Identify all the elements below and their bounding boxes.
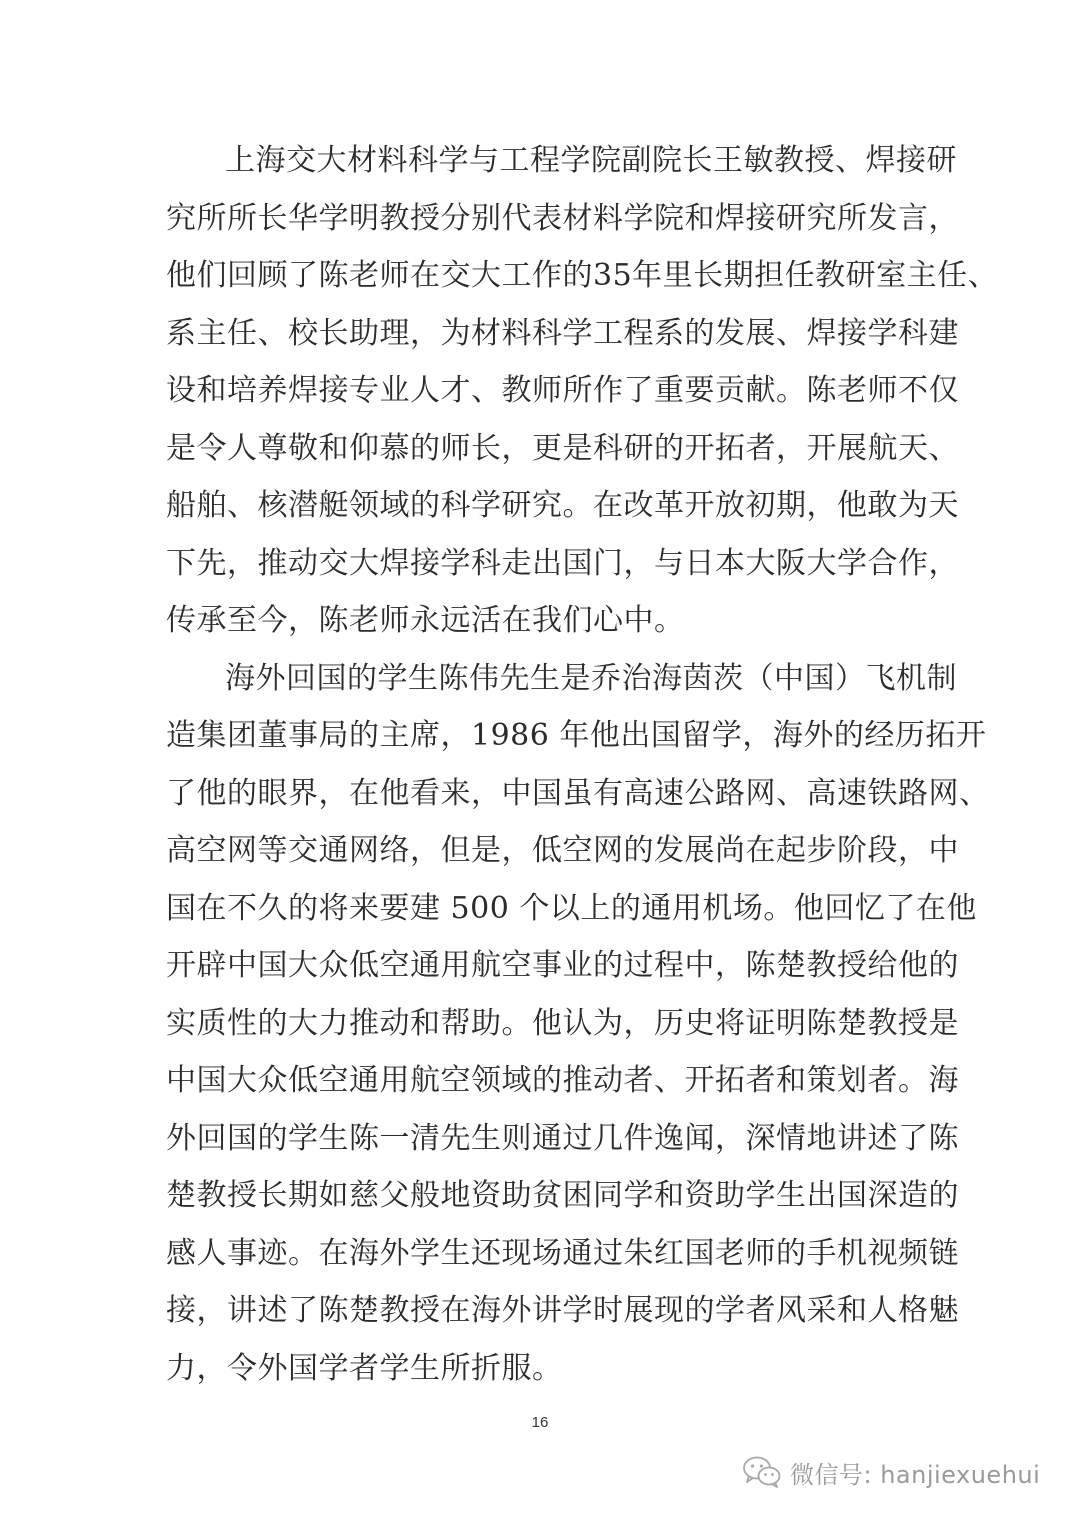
text-line: 了他的眼界，在他看来，中国虽有高速公路网、高速铁路网、	[166, 776, 990, 811]
wechat-watermark	[742, 1452, 1040, 1492]
text-line: 楚教授长期如慈父般地资助贫困同学和资助学生出国深造的	[166, 1178, 959, 1213]
wechat-icon	[742, 1454, 782, 1490]
text-line: 传承至今，陈老师永远活在我们心中。	[166, 603, 685, 638]
text-line: 船舶、核潜艇领域的科学研究。在改革开放初期，他敢为天	[166, 488, 959, 523]
text-line: 是令人尊敬和仰慕的师长，更是科研的开拓者，开展航天、	[166, 431, 959, 466]
text-line: 下先，推动交大焊接学科走出国门，与日本大阪大学合作，	[166, 546, 959, 581]
text-line: 感人事迹。在海外学生还现场通过朱红国老师的手机视频链	[166, 1236, 959, 1271]
text-line: 系主任、校长助理，为材料科学工程系的发展、焊接学科建	[166, 316, 959, 351]
text-line: 他们回顾了陈老师在交大工作的35年里长期担任教研室主任、	[166, 258, 999, 293]
text-line: 造集团董事局的主席，1986 年他出国留学，海外的经历拓开	[166, 718, 987, 753]
watermark-text: 微信号: hanjiexuehui	[790, 1460, 1041, 1489]
text-line: 开辟中国大众低空通用航空事业的过程中，陈楚教授给他的	[166, 948, 959, 983]
text-line: 高空网等交通网络，但是，低空网的发展尚在起步阶段，中	[166, 833, 959, 868]
text-line: 设和培养焊接专业人才、教师所作了重要贡献。陈老师不仅	[166, 373, 959, 408]
text-line: 实质性的大力推动和帮助。他认为，历史将证明陈楚教授是	[166, 1006, 959, 1041]
text-line: 究所所长华学明教授分别代表材料学院和焊接研究所发言，	[166, 201, 959, 236]
text-line: 外回国的学生陈一清先生则通过几件逸闻，深情地讲述了陈	[166, 1121, 959, 1156]
text-line: 国在不久的将来要建 500 个以上的通用机场。他回忆了在他	[166, 891, 977, 926]
text-line: 力，令外国学者学生所折服。	[166, 1351, 563, 1386]
text-line: 上海交大材料科学与工程学院副院长王敏教授、焊接研	[225, 143, 957, 178]
text-line: 接，讲述了陈楚教授在海外讲学时展现的学者风采和人格魅	[166, 1293, 959, 1328]
text-line: 中国大众低空通用航空领域的推动者、开拓者和策划者。海	[166, 1063, 959, 1098]
text-line: 海外回国的学生陈伟先生是乔治海茵茨（中国）飞机制	[225, 661, 957, 696]
page-number: 16	[531, 1414, 549, 1431]
